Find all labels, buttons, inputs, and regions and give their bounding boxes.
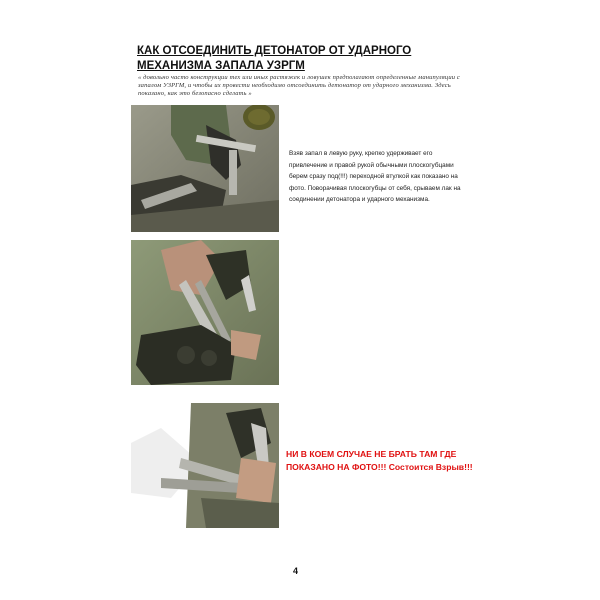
instruction-text: Взяв запал в левую руку, крепко удерживает его привлечение и правой рукой обычными плоскогубцами берем сразу под(!!!) переходной втулкой как показано на фото. Поворачивая плоскогубцы от себя, срываем лак на соединении детонатора и ударного механизма. (289, 150, 461, 204)
warning-red-text: НИ В КОЕМ СЛУЧАЕ НЕ БРАТЬ ТАМ ГДЕ ПОКАЗАНО НА ФОТО!!! (286, 449, 457, 472)
intro-text: « довольно часто конструкции тех или иных растяжек и ловушек предполагают определенные манипуляции с запалом УЗРГМ, и чтобы их провести необходимо отсоединить детонатор от ударного механизма. Здесь показано, как это безопасно сделать » (138, 74, 460, 98)
photo-hands-pliers-closeup (131, 240, 279, 385)
warning-text (286, 448, 476, 473)
warning-dark-text: Состоится Взрыв!!! (388, 461, 473, 472)
photo-gloved-hand-pliers-fuse (131, 105, 279, 232)
page-title: КАК ОТСОЕДИНИТЬ ДЕТОНАТОР ОТ УДАРНОГО МЕХАНИЗМА ЗАПАЛА УЗРГМ (137, 45, 412, 72)
photo-pliers-wrong-grip (131, 403, 279, 528)
page-number: 4 (293, 566, 299, 576)
